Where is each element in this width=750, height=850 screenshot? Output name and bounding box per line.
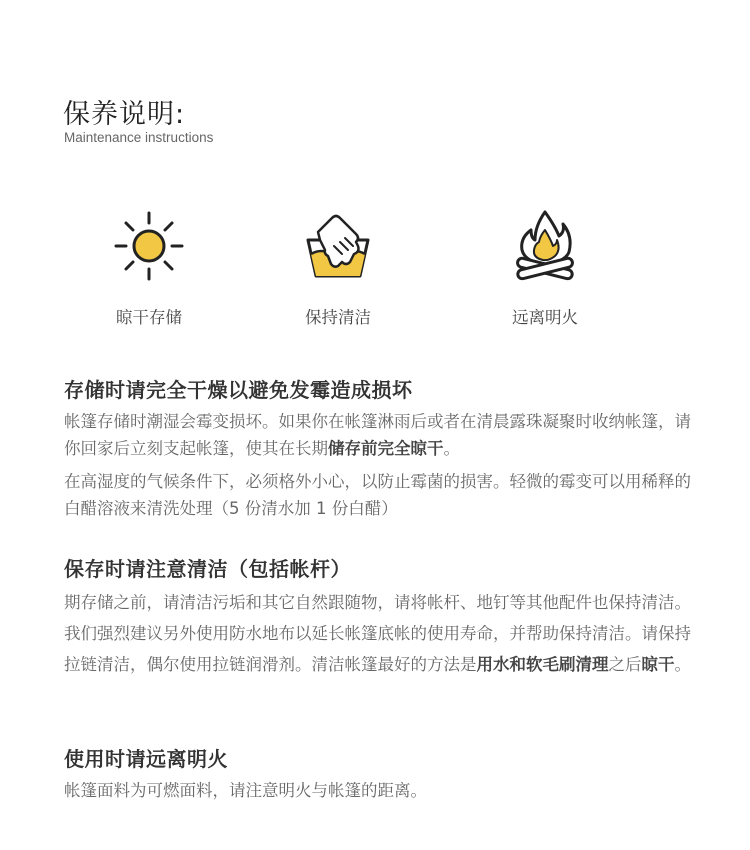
- care-item-clean: [248, 206, 428, 328]
- care-item-fire: [455, 206, 635, 328]
- section-heading: 存储时请完全干燥以避免发霉造成损坏: [64, 378, 413, 402]
- section-paragraph: 帐篷存储时潮湿会霉变损坏。如果你在帐篷淋雨后或者在清晨露珠凝聚时收纳帐篷，请你回家后立刻支起帐篷，使其在长期储存前完全晾干。: [64, 412, 691, 458]
- care-item-label: 保持清洁: [305, 308, 371, 327]
- sun-icon: [109, 206, 189, 286]
- care-item-label: 晾干存储: [116, 308, 182, 327]
- hand-wash-icon: [298, 206, 378, 286]
- section-dry-storage: [64, 374, 696, 522]
- section-cleaning: [64, 553, 696, 680]
- care-item-label: 远离明火: [512, 308, 578, 327]
- section-heading: 使用时请远离明火: [64, 747, 228, 771]
- section-paragraph: 期存储之前，请清洁污垢和其它自然跟随物，请将帐杆、地钉等其他配件也保持清洁。我们强烈建议另外使用防水地布以延长帐篷底帐的使用寿命，并帮助保持清洁。请保持拉链清洁，偶尔使用拉链润滑剂。清洁帐篷最好的方法是用水和软毛刷清理之后晾干。: [64, 593, 691, 674]
- section-fire-safety: [64, 743, 696, 804]
- section-paragraph: 在高湿度的气候条件下，必须格外小心，以防止霉菌的损害。轻微的霉变可以用稀释的白醋溶液来清洗处理（5 份清水加 1 份白醋）: [64, 472, 691, 518]
- page-title: 保养说明:: [63, 99, 186, 130]
- section-paragraph: 帐篷面料为可燃面料，请注意明火与帐篷的距离。: [64, 781, 427, 800]
- care-item-dry: [59, 206, 239, 328]
- campfire-icon: [505, 206, 585, 286]
- section-heading: 保存时请注意清洁（包括帐杆）: [64, 557, 351, 581]
- page-subtitle: Maintenance instructions: [64, 130, 214, 145]
